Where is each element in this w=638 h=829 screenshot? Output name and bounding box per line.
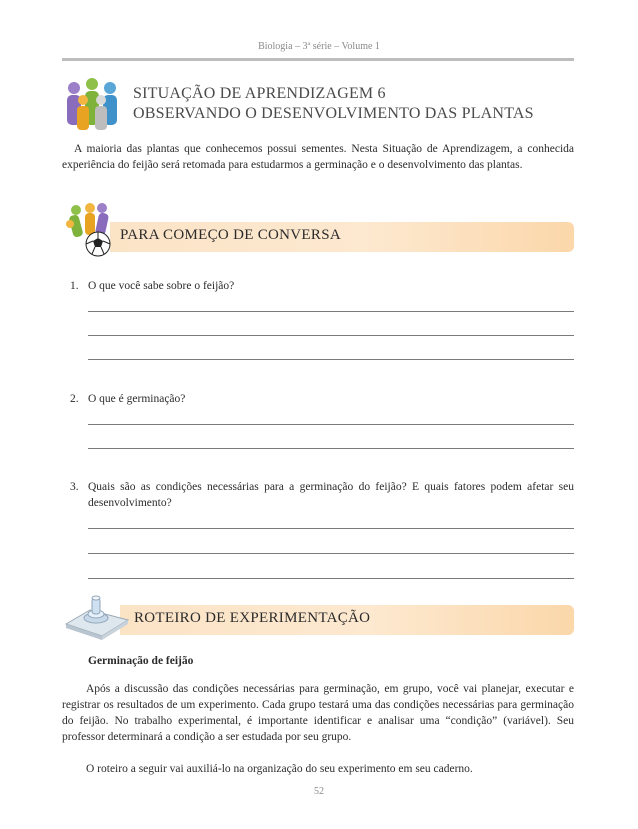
question-text: O que é germinação? — [88, 393, 186, 405]
situation-title — [133, 84, 534, 124]
situation-title-line2: OBSERVANDO O DESENVOLVIMENTO DAS PLANTAS — [133, 105, 534, 122]
subheading: Germinação de feijão — [88, 655, 194, 667]
section-title-experiment: ROTEIRO DE EXPERIMENTAÇÃO — [134, 610, 371, 626]
question-2 — [70, 391, 574, 407]
section-title-conversation: PARA COMEÇO DE CONVERSA — [120, 227, 341, 243]
answer-line[interactable] — [88, 528, 574, 529]
answer-line[interactable] — [88, 448, 574, 449]
question-number: 1. — [70, 280, 79, 292]
answer-line[interactable] — [88, 359, 574, 360]
people-group-icon — [62, 78, 124, 132]
answer-line[interactable] — [88, 335, 574, 336]
running-header: Biologia – 3ª série – Volume 1 — [258, 41, 380, 52]
question-1 — [70, 278, 574, 294]
page-number: 52 — [314, 786, 324, 797]
answer-line[interactable] — [88, 424, 574, 425]
header-rule — [62, 58, 574, 61]
answer-line[interactable] — [88, 311, 574, 312]
question-number: 2. — [70, 393, 79, 405]
question-text: O que você sabe sobre o feijão? — [88, 280, 235, 292]
answer-line[interactable] — [88, 578, 574, 579]
question-3 — [70, 479, 574, 511]
lab-dish-icon — [62, 590, 132, 640]
body-paragraph: O roteiro a seguir vai auxiliá-lo na organização do seu experimento em seu caderno. — [86, 763, 473, 775]
question-text: Quais são as condições necessárias para a germinação do feijão? E quais fatores podem afetar seu desenvolvimento? — [88, 481, 574, 509]
people-with-ball-icon — [62, 200, 122, 260]
intro-paragraph: A maioria das plantas que conhecemos possui sementes. Nesta Situação de Aprendizagem, a conhecida experiência do feijão será retomada para estudarmos a germinação e o desenvolvimento das plantas. — [62, 143, 574, 171]
situation-title-line1: SITUAÇÃO DE APRENDIZAGEM 6 — [133, 85, 386, 102]
question-number: 3. — [70, 481, 79, 493]
body-paragraph: Após a discussão das condições necessárias para germinação, em grupo, você vai planejar, executar e registrar os resultados de um experimento. Cada grupo testará uma das condições necessárias para germinação do feijão. No trabalho experimental, é importante identificar e analisar uma “condição” (variável). Seu professor determinará a condição a ser estudada por seu grupo. — [62, 683, 574, 743]
answer-line[interactable] — [88, 553, 574, 554]
